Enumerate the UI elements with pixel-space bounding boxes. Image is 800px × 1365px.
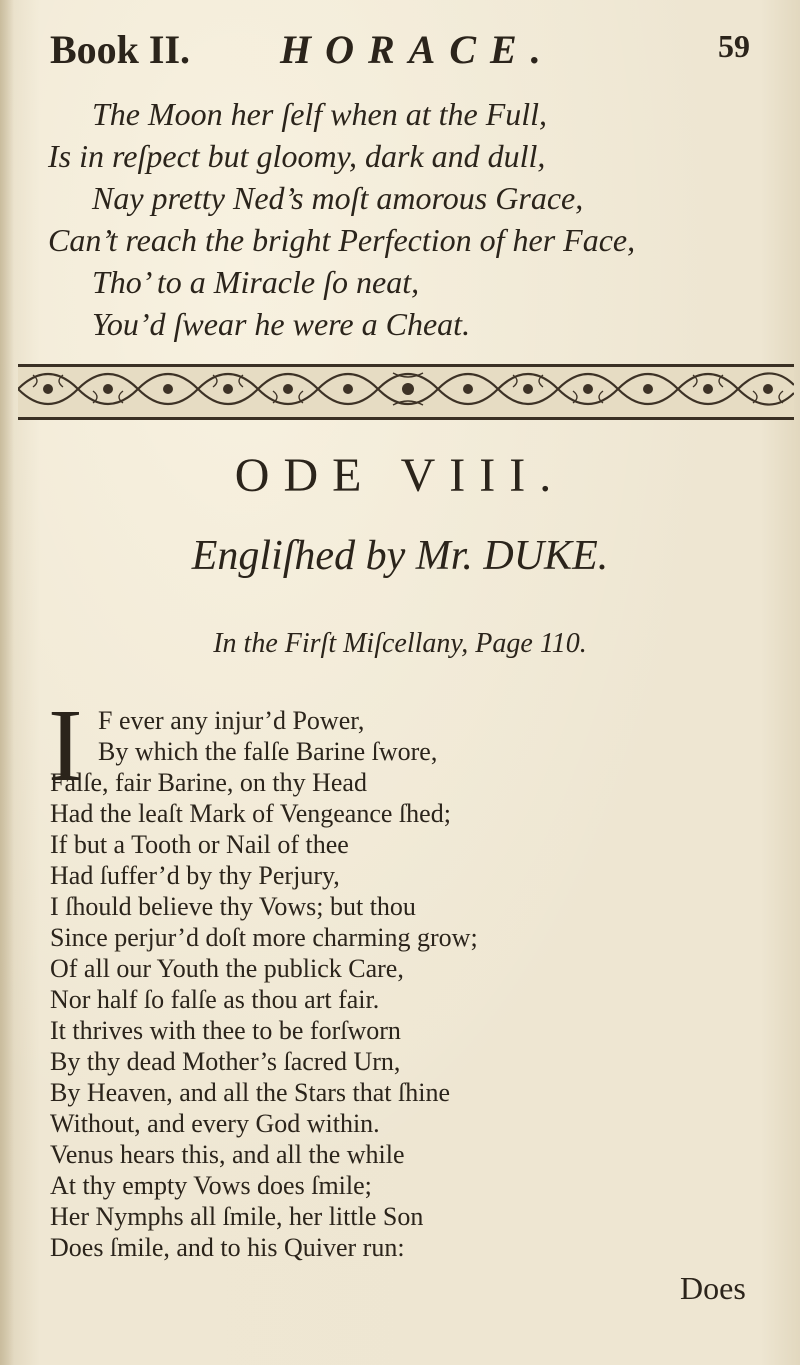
- verse-line: Is in reſpect but gloomy, dark and dull,: [48, 138, 546, 174]
- book-number: Book II.: [50, 27, 191, 72]
- poem-line: Had the leaſt Mark of Vengeance ſhed;: [50, 799, 451, 828]
- ornamental-headpiece: [18, 364, 794, 420]
- poem-line: Falſe, fair Barine, on thy Head: [50, 768, 367, 797]
- poem-line: Since perjur’d doſt more charming grow;: [50, 923, 478, 952]
- drop-cap: I: [48, 688, 83, 803]
- headpiece-pattern: [18, 367, 794, 411]
- catchword: Does: [680, 1270, 746, 1306]
- poem-line: F ever any injur’d Power,: [98, 706, 365, 735]
- translator-credit: Engliſhed by Mr. DUKE.: [191, 533, 609, 579]
- page-number: 59: [718, 28, 750, 64]
- verse-line: Nay pretty Ned’s moſt amorous Grace,: [92, 180, 584, 216]
- poem-line: Nor half ſo falſe as thou art fair.: [50, 985, 380, 1014]
- running-header: [50, 26, 770, 76]
- poem-line: Venus hears this, and all the while: [50, 1140, 405, 1169]
- poem-line: At thy empty Vows does ſmile;: [50, 1171, 372, 1200]
- poem-line: By thy dead Mother’s ſacred Urn,: [50, 1047, 401, 1076]
- poem-line: If but a Tooth or Nail of thee: [50, 830, 349, 859]
- poem-line: Had ſuffer’d by thy Perjury,: [50, 861, 340, 890]
- verse-line: Tho’ to a Miracle ſo neat,: [92, 264, 420, 300]
- verse-line: The Moon her ſelf when at the Full,: [92, 96, 548, 132]
- source-note: In the Firſt Miſcellany, Page 110.: [213, 628, 587, 659]
- poem-line: Without, and every God within.: [50, 1109, 380, 1138]
- page-gutter-shadow: [0, 0, 14, 1365]
- poem-line: I ſhould believe thy Vows; but thou: [50, 892, 416, 921]
- poem-line: Does ſmile, and to his Quiver run:: [50, 1233, 405, 1262]
- ode-title: ODE VIII.: [234, 449, 566, 502]
- poem-line: It thrives with thee to be forſworn: [50, 1016, 401, 1045]
- poem-line: By which the falſe Barine ſwore,: [98, 737, 438, 766]
- author-name: HORACE.: [280, 27, 555, 72]
- verse-line: You’d ſwear he were a Cheat.: [92, 306, 471, 342]
- poem-line: Of all our Youth the publick Care,: [50, 954, 404, 983]
- poem-line: Her Nymphs all ſmile, her little Son: [50, 1202, 424, 1231]
- poem-line: By Heaven, and all the Stars that ſhine: [50, 1078, 451, 1107]
- verse-line: Can’t reach the bright Perfection of her Face,: [48, 222, 636, 258]
